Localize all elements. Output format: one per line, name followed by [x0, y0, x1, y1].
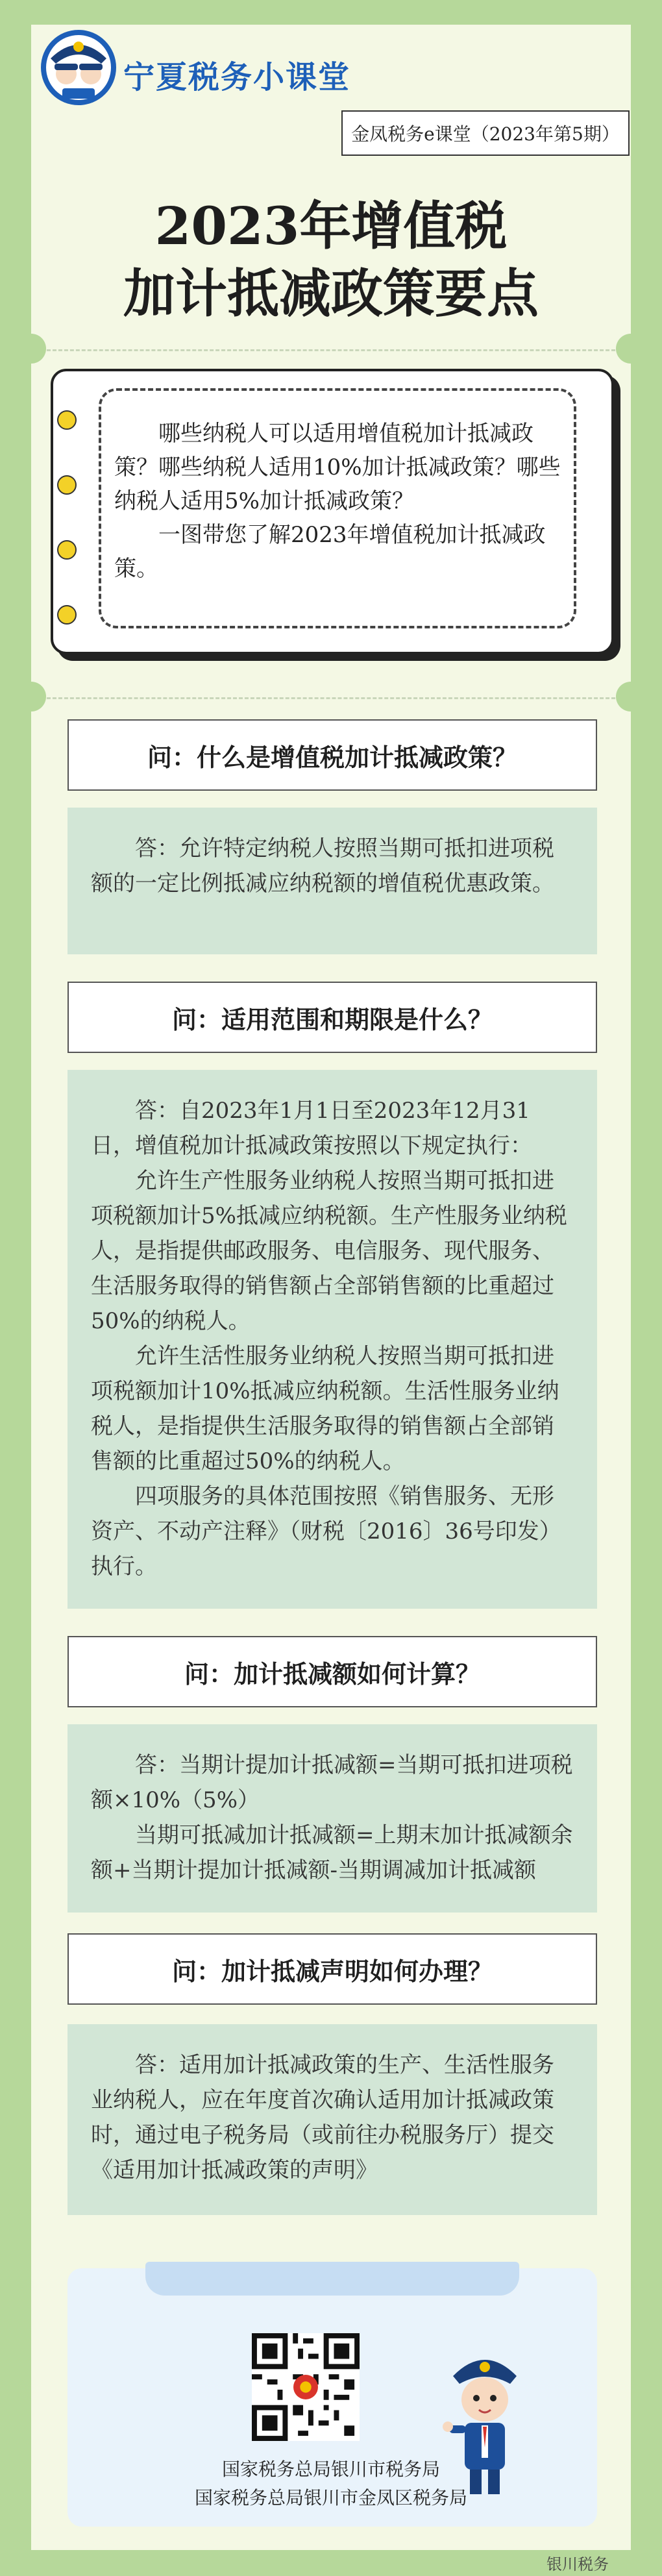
answer-box: [67, 1724, 597, 1913]
footer-tab: [145, 2262, 519, 2296]
decor-notch: [616, 334, 646, 364]
answer-paragraph: 允许生产性服务业纳税人按照当期可抵扣进项税额加计5%抵减应纳税额。生产性服务业纳税人，是指提供邮政服务、电信服务、现代服务、生活服务取得的销售额占全部销售额的比重超过50%的纳税人。: [91, 1168, 567, 1334]
answer-paragraph: 允许生活性服务业纳税人按照当期可抵扣进项税额加计10%抵减应纳税额。生活性服务业纳税人，是指提供生活服务取得的销售额占全部销售额的比重超过50%的纳税人。: [91, 1343, 559, 1474]
answer-box: [67, 1070, 597, 1609]
answer-paragraph: 四项服务的具体范围按照《销售服务、无形资产、不动产注释》（财税〔2016〕36号印发）执行。: [91, 1483, 561, 1579]
answer-paragraph: 答：适用加计抵减政策的生产、生活性服务业纳税人，应在年度首次确认适用加计抵减政策时，通过电子税务局（或前往办税服务厅）提交《适用加计抵减政策的声明》: [91, 2052, 554, 2183]
decor-notch: [16, 334, 46, 364]
intro-paragraph: 一图带您了解2023年增值税加计抵减政策。: [114, 522, 546, 582]
bullet-dot: [57, 475, 77, 495]
page-title-line2: 加计抵减政策要点: [123, 263, 539, 324]
intro-text: [99, 388, 576, 628]
footer-org2: 国家税务总局银川市金凤区税务局: [194, 2487, 467, 2508]
question-box: 问：适用范围和期限是什么？: [67, 982, 597, 1053]
answer-box: [67, 2024, 597, 2215]
intro-paragraph: 哪些纳税人可以适用增值税加计抵减政策？哪些纳税人适用10%加计抵减政策？哪些纳税人适用5%加计抵减政策？: [114, 421, 561, 514]
answer-box: [67, 808, 597, 954]
divider: [47, 697, 615, 699]
question-box: 问：什么是增值税加计抵减政策？: [67, 719, 597, 791]
divider: [47, 349, 615, 351]
decor-notch: [616, 682, 646, 712]
answer-paragraph: 答：允许特定纳税人按照当期可抵扣进项税额的一定比例抵减应纳税额的增值税优惠政策。: [91, 836, 554, 897]
question-box: 问：加计抵减额如何计算？: [67, 1636, 597, 1707]
answer-paragraph: 答：自2023年1月1日至2023年12月31日，增值税加计抵减政策按照以下规定执行：: [91, 1098, 532, 1159]
decor-notch: [16, 682, 46, 712]
answer-paragraph: 答：当期计提加计抵减额=当期可抵扣进项税额×10%（5%）: [91, 1752, 573, 1813]
intro-card: [51, 369, 614, 654]
series-tag: 金凤税务e课堂（2023年第5期）: [341, 110, 630, 156]
brand-title: 宁夏税务小课堂: [123, 59, 351, 95]
qr-code-icon[interactable]: [252, 2333, 360, 2441]
bullet-dot: [57, 605, 77, 625]
tax-officer-badge-icon: [36, 26, 121, 108]
page-title-line1: 2023年增值税: [154, 195, 508, 256]
footer-org1: 国家税务总局银川市税务局: [221, 2458, 440, 2480]
bullet-dot: [57, 410, 77, 430]
watermark: 银川税务: [546, 2555, 609, 2573]
question-box: 问：加计抵减声明如何办理？: [67, 1933, 597, 2005]
answer-paragraph: 当期可抵减加计抵减额=上期末加计抵减额余额+当期计提加计抵减额-当期调减加计抵减额: [91, 1822, 573, 1883]
bullet-dot: [57, 540, 77, 560]
